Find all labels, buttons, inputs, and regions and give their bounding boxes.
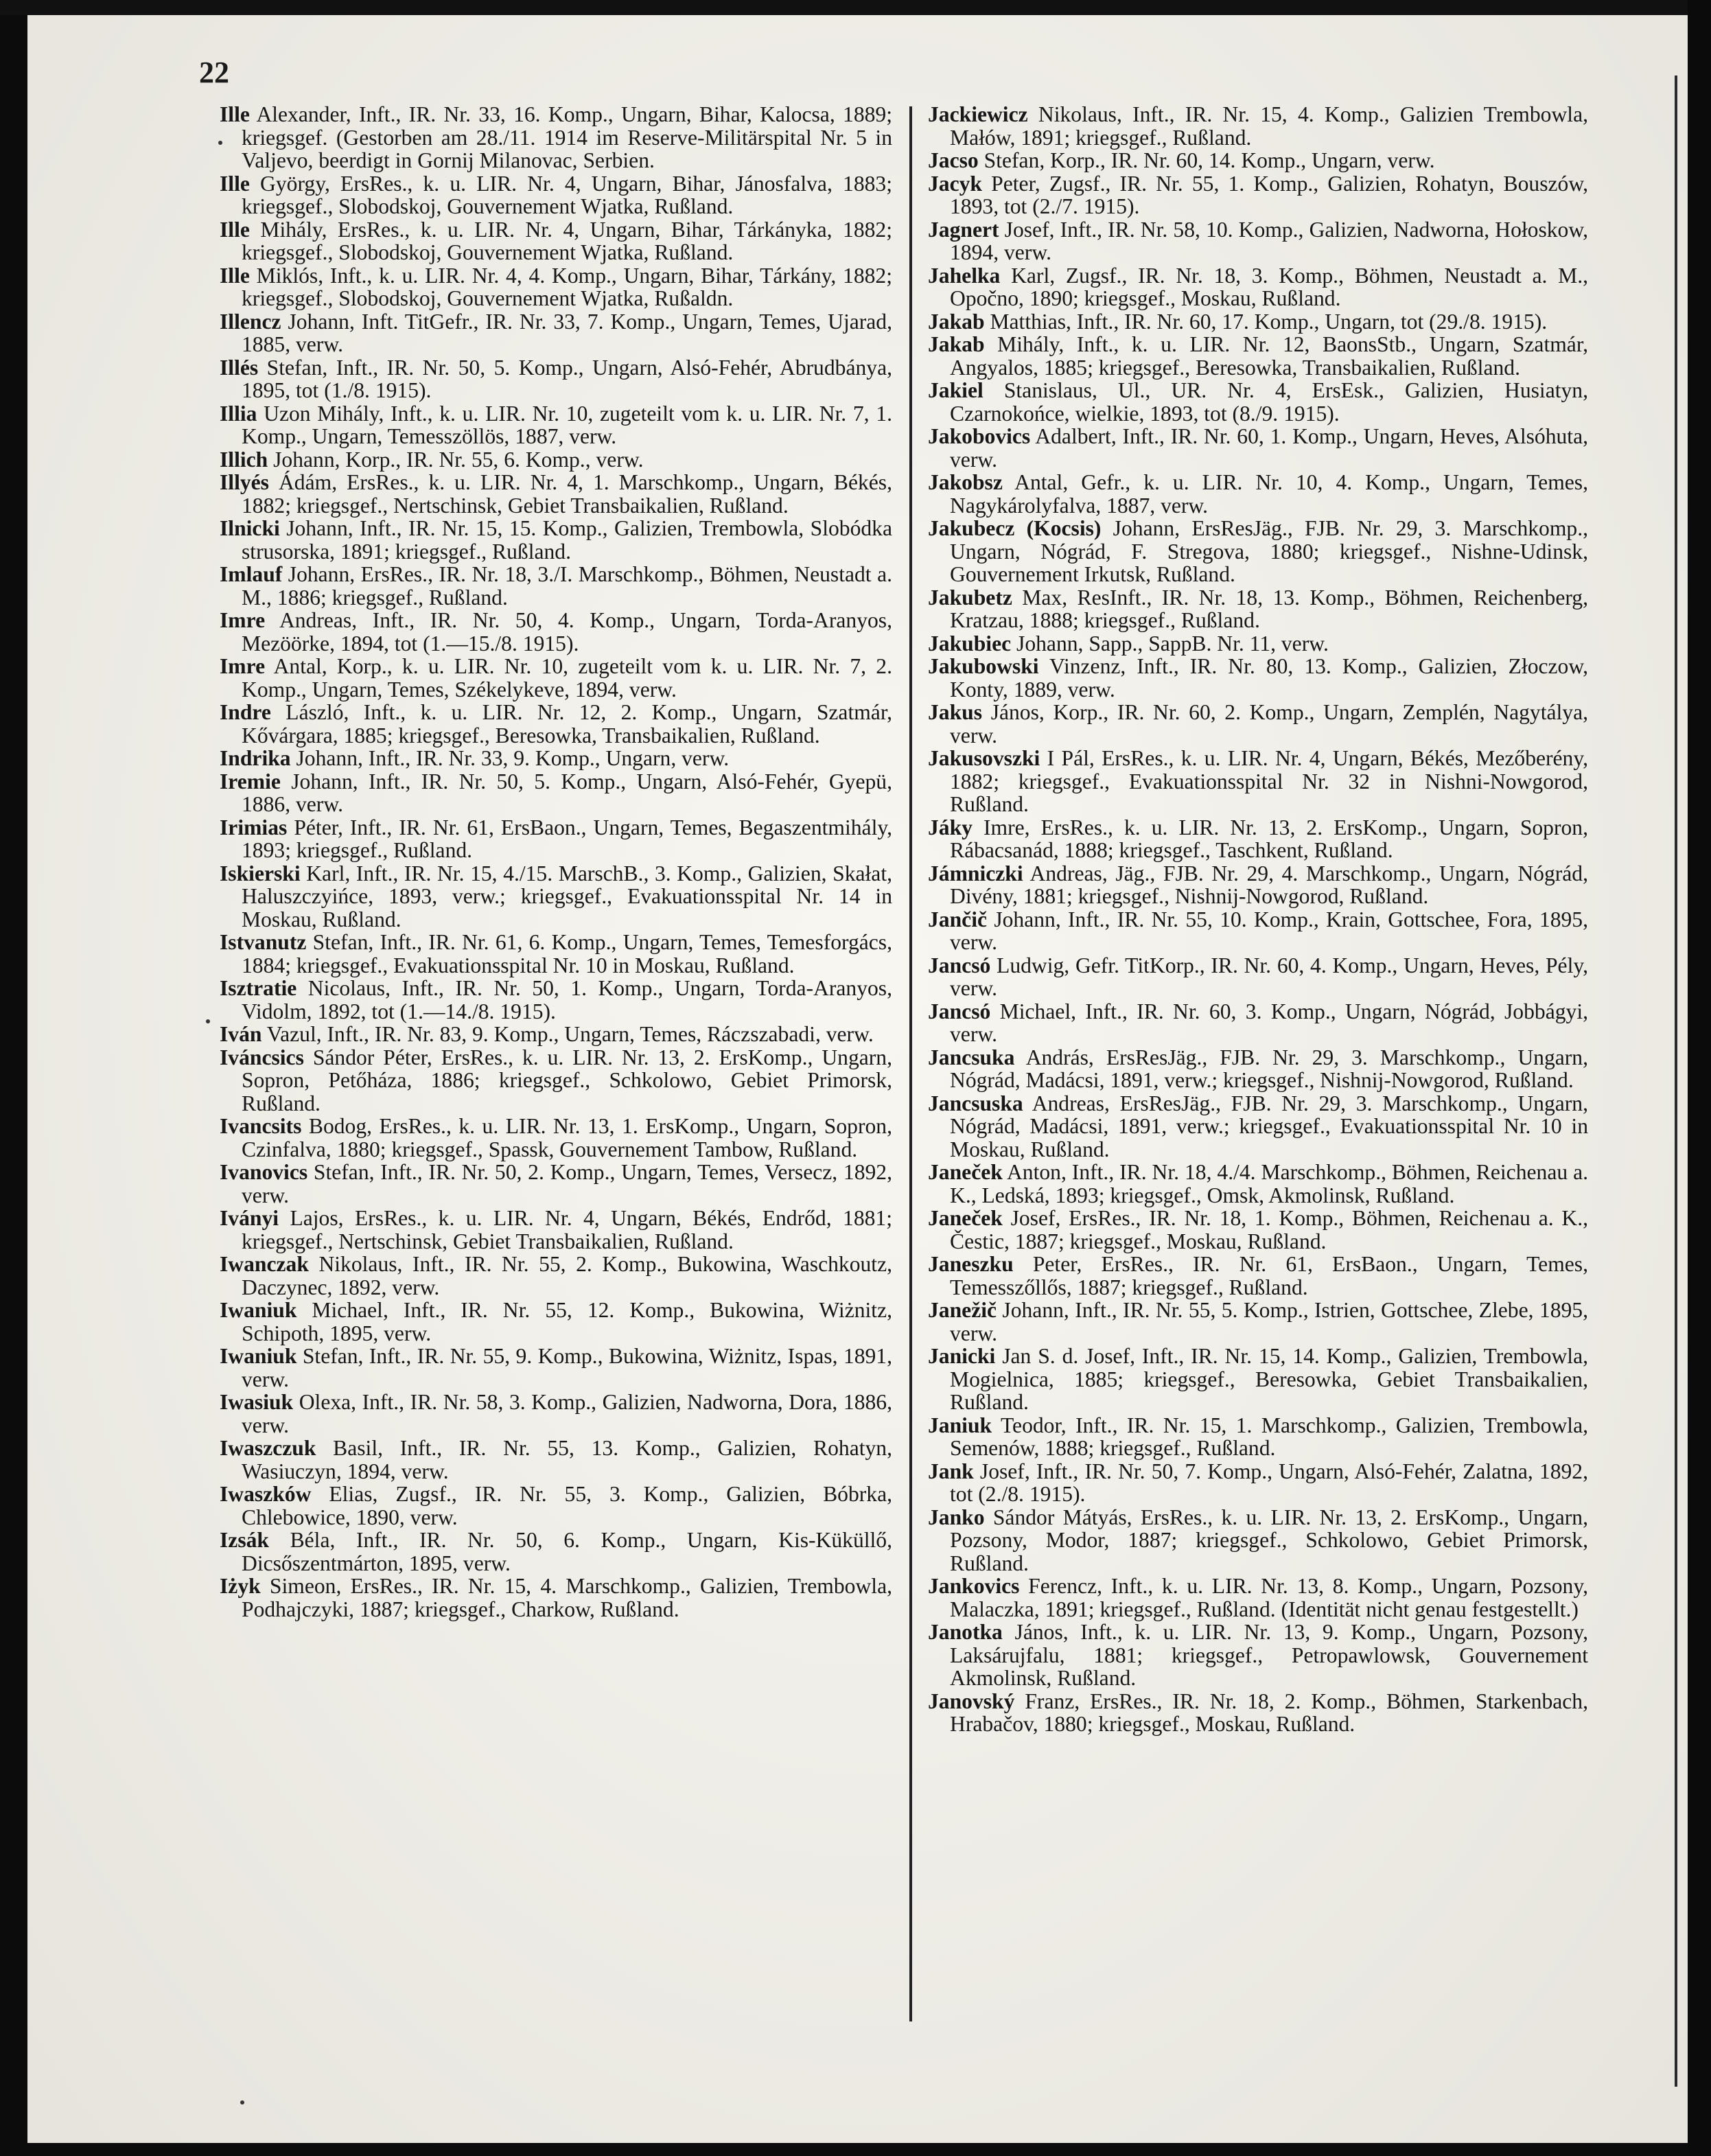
entry-details: Karl, Inft., IR. Nr. 15, 4./15. MarschB., 3. Komp., Galizien, Skałat, Haluszczyińce, 1893, verw.; kriegsgef., Evakuationsspital Nr. 14 in Moskau, Rußland. [242, 861, 892, 931]
scan-border-right [1688, 0, 1711, 2156]
register-entry [220, 1046, 892, 1115]
entry-details: Ludwig, Gefr. TitKorp., IR. Nr. 60, 4. Komp., Ungarn, Heves, Pély, verw. [950, 953, 1588, 1000]
register-entry [220, 747, 892, 770]
entry-details: Mihály, Inft., k. u. LIR. Nr. 12, BaonsStb., Ungarn, Szatmár, Angyalos, 1885; kriegsgef., Beresowka, Transbaikalien, Rußland. [950, 332, 1588, 380]
entry-surname: Istvanutz [220, 930, 307, 954]
entry-surname: Isztratie [220, 976, 297, 1000]
entry-details: Max, ResInft., IR. Nr. 18, 13. Komp., Böhmen, Reichenberg, Kratzau, 1888; kriegsgef., Rußland. [950, 585, 1588, 632]
column-divider [909, 106, 912, 2021]
register-entry [220, 1391, 892, 1437]
entry-surname: Izsák [220, 1528, 269, 1552]
entry-details: Imre, ErsRes., k. u. LIR. Nr. 13, 2. ErsKomp., Ungarn, Sopron, Rábacsanád, 1888; kriegsgef., Taschkent, Rußland. [950, 815, 1588, 862]
entry-details: Adalbert, Inft., IR. Nr. 60, 1. Komp., Ungarn, Heves, Alsóhuta, verw. [950, 424, 1588, 472]
entry-surname: Jank [928, 1459, 974, 1483]
entry-details: Johann, Inft., IR. Nr. 33, 9. Komp., Ungarn, verw. [290, 746, 730, 770]
entry-details: Lajos, ErsRes., k. u. LIR. Nr. 4, Ungarn, Békés, Endrőd, 1881; kriegsgef., Nertschinsk, Gebiet Transbaikalien, Rußland. [242, 1206, 892, 1253]
entry-surname: Janotka [928, 1620, 1003, 1644]
entry-surname: Iskierski [220, 861, 301, 885]
entry-surname: Jankovics [928, 1574, 1020, 1598]
entry-details: Andreas, ErsResJäg., FJB. Nr. 29, 3. Marschkomp., Ungarn, Nógrád, Madácsi, 1891, verw.; kriegsgef., Evakuationsspital Nr. 10 in Moskau, Rußland. [950, 1091, 1588, 1161]
register-entry [220, 655, 892, 701]
entry-surname: Iwanczak [220, 1252, 309, 1276]
entry-surname: Iwaszków [220, 1482, 312, 1506]
entry-details: Matthias, Inft., IR. Nr. 60, 17. Komp., Ungarn, tot (29./8. 1915). [984, 309, 1548, 334]
entry-details: Karl, Zugsf., IR. Nr. 18, 3. Komp., Böhmen, Neustadt a. M., Opočno, 1890; kriegsgef., Moskau, Rußland. [950, 263, 1588, 310]
register-entry [928, 1575, 1588, 1621]
ink-speck [206, 1019, 210, 1023]
register-entry [928, 1460, 1588, 1506]
entry-surname: Jacyk [928, 171, 982, 196]
register-entry [928, 1414, 1588, 1460]
register-entry [220, 172, 892, 218]
register-entry [220, 1115, 892, 1161]
register-entry [928, 103, 1588, 149]
register-entry [220, 471, 892, 517]
entry-details: Vinzenz, Inft., IR. Nr. 80, 13. Komp., Galizien, Złoczow, Konty, 1889, verw. [950, 654, 1588, 702]
entry-details: Johann, ErsRes., IR. Nr. 18, 3./I. Marschkomp., Böhmen, Neustadt a. M., 1886; kriegsgef., Rußland. [242, 562, 892, 610]
entry-surname: Indrika [220, 746, 291, 770]
entry-details: Olexa, Inft., IR. Nr. 58, 3. Komp., Galizien, Nadworna, Dora, 1886, verw. [242, 1390, 892, 1437]
entry-surname: Ille [220, 102, 250, 126]
entry-surname: Jakobsz [928, 470, 1003, 494]
register-entry [220, 862, 892, 931]
entry-surname: Jakubecz (Kocsis) [928, 516, 1102, 540]
entry-surname: Jakab [928, 332, 985, 356]
entry-surname: Janeček [928, 1160, 1003, 1184]
register-entry [928, 1161, 1588, 1207]
register-entry [220, 1161, 892, 1207]
register-entry [220, 563, 892, 609]
register-entry [928, 379, 1588, 425]
entry-details: Sándor Péter, ErsRes., k. u. LIR. Nr. 13, 2. ErsKomp., Ungarn, Sopron, Petőháza, 1886; kriegsgef., Schkolowo, Gebiet Primorsk, Rußland. [242, 1045, 892, 1115]
left-column [220, 103, 892, 1621]
register-entry [928, 1092, 1588, 1161]
entry-surname: Jámniczki [928, 861, 1023, 885]
register-entry [928, 310, 1588, 334]
register-entry [928, 747, 1588, 816]
entry-surname: Jackiewicz [928, 102, 1028, 126]
entry-details: László, Inft., k. u. LIR. Nr. 12, 2. Komp., Ungarn, Szatmár, Kővárgara, 1885; kriegsgef., Beresowka, Transbaikalien, Rußland. [242, 700, 892, 747]
entry-surname: Jančič [928, 907, 987, 931]
entry-surname: Iván [220, 1022, 262, 1046]
entry-details: János, Korp., IR. Nr. 60, 2. Komp., Ungarn, Zemplén, Nagytálya, verw. [950, 700, 1588, 747]
entry-details: I Pál, ErsRes., k. u. LIR. Nr. 4, Ungarn, Békés, Mezőberény, 1882; kriegsgef., Evakuationsspital Nr. 32 in Nishni-Nowgorod, Rußland. [950, 746, 1588, 816]
register-entry [928, 149, 1588, 172]
register-entry [220, 448, 892, 472]
entry-surname: Iványi [220, 1206, 279, 1230]
register-entry [928, 701, 1588, 747]
entry-details: Stanislaus, Ul., UR. Nr. 4, ErsEsk., Galizien, Husiatyn, Czarnokońce, wielkie, 1893, tot (8./9. 1915). [950, 378, 1588, 426]
entry-details: Peter, Zugsf., IR. Nr. 55, 1. Komp., Galizien, Rohatyn, Bouszów, 1893, tot (2./7. 1915). [950, 171, 1588, 218]
entry-details: Teodor, Inft., IR. Nr. 15, 1. Marschkomp., Galizien, Trembowla, Semenów, 1888; kriegsgef., Rußland. [950, 1413, 1588, 1460]
entry-details: András, ErsResJäg., FJB. Nr. 29, 3. Marschkomp., Ungarn, Nógrád, Madácsi, 1891, verw.; kriegsgef., Nishnij-Nowgorod, Rußland. [950, 1045, 1588, 1092]
register-entry [928, 586, 1588, 632]
register-entry [928, 1000, 1588, 1046]
register-entry [928, 172, 1588, 218]
entry-details: Mihály, ErsRes., k. u. LIR. Nr. 4, Ungarn, Bihar, Tárkányka, 1882; kriegsgef., Slobodskoj, Gouvernement Wjatka, Rußland. [242, 217, 892, 264]
register-entry [220, 264, 892, 310]
register-entry [928, 1621, 1588, 1690]
entry-surname: Iwasiuk [220, 1390, 294, 1414]
entry-details: Vazul, Inft., IR. Nr. 83, 9. Komp., Ungarn, Temes, Ráczszabadi, verw. [261, 1022, 874, 1046]
page-number: 22 [199, 56, 229, 89]
register-entry [220, 1345, 892, 1391]
register-entry [220, 977, 892, 1023]
register-entry [220, 931, 892, 977]
entry-surname: Jakus [928, 700, 983, 724]
entry-details: Josef, Inft., IR. Nr. 58, 10. Komp., Galizien, Nadworna, Hołoskow, 1894, verw. [950, 217, 1588, 264]
entry-surname: Jagnert [928, 217, 999, 242]
entry-details: Josef, Inft., IR. Nr. 50, 7. Komp., Ungarn, Alsó-Fehér, Zalatna, 1892, tot (2./8. 1915). [950, 1459, 1588, 1506]
entry-surname: Iwaniuk [220, 1344, 297, 1368]
register-entry [928, 1207, 1588, 1253]
entry-surname: Jancsó [928, 999, 991, 1023]
entry-surname: Iwaniuk [220, 1298, 297, 1322]
entry-details: János, Inft., k. u. LIR. Nr. 13, 9. Komp., Ungarn, Pozsony, Laksárujfalu, 1881; kriegsgef., Petropawlowsk, Gouvernement Akmolinsk, Rußland. [950, 1620, 1588, 1690]
entry-surname: Ivanovics [220, 1160, 308, 1184]
entry-surname: Ille [220, 263, 250, 288]
entry-details: Peter, ErsRes., IR. Nr. 61, ErsBaon., Ungarn, Temes, Temesszőllős, 1887; kriegsgef., Rußland. [950, 1252, 1588, 1299]
register-entry [928, 471, 1588, 517]
entry-surname: Jancsuka [928, 1045, 1015, 1069]
register-entry [220, 356, 892, 402]
register-entry [220, 1529, 892, 1575]
entry-surname: Illencz [220, 309, 281, 334]
entry-surname: Imre [220, 608, 266, 632]
register-entry [220, 1437, 892, 1483]
entry-surname: Imlauf [220, 562, 283, 586]
entry-details: Sándor Mátyás, ErsRes., k. u. LIR. Nr. 13, 2. ErsKomp., Ungarn, Pozsony, Modor, 1887; kriegsgef., Schkolowo, Gebiet Primorsk, Rußland. [950, 1505, 1588, 1575]
register-entry [928, 816, 1588, 862]
entry-details: Michael, Inft., IR. Nr. 60, 3. Komp., Ungarn, Nógrád, Jobbágyi, verw. [950, 999, 1588, 1046]
register-entry [220, 816, 892, 862]
entry-surname: Ivancsits [220, 1114, 302, 1138]
register-entry [220, 701, 892, 747]
entry-details: Johann, Sapp., SappB. Nr. 11, verw. [1011, 631, 1329, 656]
register-entry [928, 1046, 1588, 1092]
entry-surname: Jancsó [928, 953, 991, 977]
entry-details: Simeon, ErsRes., IR. Nr. 15, 4. Marschkomp., Galizien, Trembowla, Podhajczyki, 1887; kriegsgef., Charkow, Rußland. [242, 1574, 892, 1621]
entry-surname: Jakubowski [928, 654, 1039, 678]
entry-details: Stefan, Korp., IR. Nr. 60, 14. Komp., Ungarn, verw. [978, 148, 1435, 172]
scan-border-top [0, 0, 1711, 15]
register-entry [928, 862, 1588, 908]
entry-details: Nikolaus, Inft., IR. Nr. 55, 2. Komp., Bukowina, Waschkoutz, Daczynec, 1892, verw. [242, 1252, 892, 1299]
entry-surname: Janeszku [928, 1252, 1014, 1276]
entry-surname: Janko [928, 1505, 985, 1529]
entry-surname: Janicki [928, 1344, 996, 1368]
register-entry [928, 517, 1588, 586]
register-entry [220, 517, 892, 563]
entry-surname: Indre [220, 700, 271, 724]
entry-details: Josef, ErsRes., IR. Nr. 18, 1. Komp., Böhmen, Reichenau a. K., Čestic, 1887; kriegsgef., Moskau, Rußland. [950, 1206, 1588, 1253]
register-entry [928, 954, 1588, 1000]
entry-details: Stefan, Inft., IR. Nr. 50, 2. Komp., Ungarn, Temes, Versecz, 1892, verw. [242, 1160, 892, 1207]
entry-details: Nikolaus, Inft., IR. Nr. 15, 4. Komp., Galizien Trembowla, Małów, 1891; kriegsgef., Rußland. [950, 102, 1588, 150]
register-entry [220, 218, 892, 264]
entry-surname: Iwaszczuk [220, 1436, 316, 1460]
entry-surname: Ille [220, 171, 250, 196]
entry-surname: Illia [220, 401, 257, 426]
entry-surname: Iváncsics [220, 1045, 304, 1069]
entry-surname: Jakobovics [928, 424, 1031, 448]
entry-details: Bodog, ErsRes., k. u. LIR. Nr. 13, 1. ErsKomp., Ungarn, Sopron, Czinfalva, 1880; kriegsgef., Spassk, Gouvernement Tambow, Rußland. [242, 1114, 892, 1161]
entry-details: Stefan, Inft., IR. Nr. 55, 9. Komp., Bukowina, Wiżnitz, Ispas, 1891, verw. [242, 1344, 892, 1391]
entry-details: Alexander, Inft., IR. Nr. 33, 16. Komp., Ungarn, Bihar, Kalocsa, 1889; kriegsgef. (Gestorben am 28./11. 1914 im Reserve-Militärspital Nr. 5 in Valjevo, beerdigt in Gornij Milanovac, Serbien. [242, 102, 892, 172]
entry-surname: Iżyk [220, 1574, 261, 1598]
entry-details: Johann, Inft., IR. Nr. 55, 5. Komp., Istrien, Gottschee, Zlebe, 1895, verw. [950, 1298, 1588, 1345]
entry-surname: Irimias [220, 815, 288, 839]
entry-details: Johann, ErsResJäg., FJB. Nr. 29, 3. Marschkomp., Ungarn, Nógrád, F. Stregova, 1880; kriegsgef., Nishne-Udinsk, Gouvernement Irkutsk, Rußland. [950, 516, 1589, 586]
entry-surname: Ilnicki [220, 516, 280, 540]
register-entry [220, 1253, 892, 1299]
register-entry [928, 1506, 1588, 1575]
entry-details: Johann, Inft., IR. Nr. 15, 15. Komp., Galizien, Trembowla, Slobódka strusorska, 1891; kriegsgef., Rußland. [242, 516, 892, 564]
entry-details: György, ErsRes., k. u. LIR. Nr. 4, Ungarn, Bihar, Jánosfalva, 1883; kriegsgef., Slobodskoj, Gouvernement Wjatka, Rußland. [242, 171, 892, 218]
entry-details: Basil, Inft., IR. Nr. 55, 13. Komp., Galizien, Rohatyn, Wasiuczyn, 1894, verw. [242, 1436, 892, 1483]
register-entry [928, 264, 1588, 310]
entry-surname: Jakubiec [928, 631, 1012, 656]
entry-details: Ferencz, Inft., k. u. LIR. Nr. 13, 8. Komp., Ungarn, Pozsony, Malaczka, 1891; kriegsgef., Rußland. (Identität nicht genau festgestellt.) [950, 1574, 1588, 1621]
register-entry [220, 770, 892, 816]
entry-surname: Janežič [928, 1298, 997, 1322]
entry-surname: Jakusovszki [928, 746, 1040, 770]
entry-details: Péter, Inft., IR. Nr. 61, ErsBaon., Ungarn, Temes, Begaszentmihály, 1893; kriegsgef., Rußland. [242, 815, 892, 862]
entry-surname: Illés [220, 355, 259, 380]
entry-details: Elias, Zugsf., IR. Nr. 55, 3. Komp., Galizien, Bóbrka, Chlebowice, 1890, verw. [242, 1482, 892, 1529]
register-entry [220, 103, 892, 172]
entry-details: Anton, Inft., IR. Nr. 18, 4./4. Marschkomp., Böhmen, Reichenau a. K., Ledská, 1893; kriegsgef., Omsk, Akmolinsk, Rußland. [950, 1160, 1588, 1207]
entry-details: Miklós, Inft., k. u. LIR. Nr. 4, 4. Komp., Ungarn, Bihar, Tárkány, 1882; kriegsgef., Slobodskoj, Gouvernement Wjatka, Rußaldn. [242, 263, 892, 310]
right-column [928, 103, 1588, 1736]
entry-surname: Jacso [928, 148, 979, 172]
entry-details: Antal, Korp., k. u. LIR. Nr. 10, zugeteilt vom k. u. LIR. Nr. 7, 2. Komp., Ungarn, Temes, Székelykeve, 1894, verw. [242, 654, 892, 702]
register-entry [220, 1299, 892, 1345]
register-entry [928, 333, 1588, 379]
register-entry [220, 1575, 892, 1621]
entry-surname: Janiuk [928, 1413, 992, 1437]
entry-details: Franz, ErsRes., IR. Nr. 18, 2. Komp., Böhmen, Starkenbach, Hrabačov, 1880; kriegsgef., Moskau, Rußland. [950, 1689, 1588, 1736]
entry-details: Johann, Korp., IR. Nr. 55, 6. Komp., verw. [268, 447, 644, 472]
entry-surname: Jahelka [928, 263, 1001, 288]
entry-details: Jan S. d. Josef, Inft., IR. Nr. 15, 14. Komp., Galizien, Trembowla, Mogielnica, 1885; kriegsgef., Beresowka, Gebiet Transbaikalien, Rußland. [950, 1344, 1588, 1414]
entry-details: Andreas, Inft., IR. Nr. 50, 4. Komp., Ungarn, Torda-Aranyos, Mezöörke, 1894, tot (1.—15./8. 1915). [242, 608, 892, 656]
entry-surname: Janeček [928, 1206, 1003, 1230]
entry-surname: Jakubetz [928, 585, 1012, 610]
ink-speck [240, 2100, 244, 2105]
entry-details: Antal, Gefr., k. u. LIR. Nr. 10, 4. Komp., Ungarn, Temes, Nagykárolyfalva, 1887, verw. [950, 470, 1588, 518]
register-entry [928, 1345, 1588, 1414]
entry-surname: Imre [220, 654, 266, 678]
entry-surname: Jakab [928, 309, 985, 334]
entry-details: Johann, Inft., IR. Nr. 50, 5. Komp., Ungarn, Alsó-Fehér, Gyepü, 1886, verw. [242, 769, 892, 816]
register-entry [928, 1253, 1588, 1299]
entry-details: Uzon Mihály, Inft., k. u. LIR. Nr. 10, zugeteilt vom k. u. LIR. Nr. 7, 1. Komp., Ungarn, Temesszöllös, 1887, verw. [242, 401, 892, 448]
entry-details: Stefan, Inft., IR. Nr. 50, 5. Komp., Ungarn, Alsó-Fehér, Abrudbánya, 1895, tot (1./8. 1915). [242, 355, 892, 402]
register-entry [220, 1483, 892, 1529]
register-entry [928, 908, 1588, 954]
entry-surname: Jancsuska [928, 1091, 1023, 1115]
entry-surname: Illich [220, 447, 268, 472]
entry-surname: Illyés [220, 470, 269, 494]
register-entry [928, 655, 1588, 701]
entry-surname: Jáky [928, 815, 973, 839]
entry-details: Ádám, ErsRes., k. u. LIR. Nr. 4, 1. Marschkomp., Ungarn, Békés, 1882; kriegsgef., Nertschinsk, Gebiet Transbaikalien, Rußland. [242, 470, 892, 518]
register-entry [220, 402, 892, 448]
register-entry [928, 632, 1588, 656]
register-entry [928, 1690, 1588, 1736]
entry-surname: Janovský [928, 1689, 1015, 1713]
entry-surname: Jakiel [928, 378, 983, 402]
register-entry [928, 1299, 1588, 1345]
entry-surname: Iremie [220, 769, 281, 793]
register-entry [928, 425, 1588, 471]
register-entry [220, 609, 892, 655]
entry-details: Nicolaus, Inft., IR. Nr. 50, 1. Komp., Ungarn, Torda-Aranyos, Vidolm, 1892, tot (1.—14./8. 1915). [242, 976, 892, 1023]
entry-surname: Ille [220, 217, 250, 242]
entry-details: Johann, Inft., IR. Nr. 55, 10. Komp., Krain, Gottschee, Fora, 1895, verw. [950, 907, 1588, 954]
entry-details: Johann, Inft. TitGefr., IR. Nr. 33, 7. Komp., Ungarn, Temes, Ujarad, 1885, verw. [242, 309, 892, 356]
entry-details: Michael, Inft., IR. Nr. 55, 12. Komp., Bukowina, Wiżnitz, Schipoth, 1895, verw. [242, 1298, 892, 1345]
entry-details: Béla, Inft., IR. Nr. 50, 6. Komp., Ungarn, Kis-Küküllő, Dicsőszentmárton, 1895, verw. [242, 1528, 892, 1575]
scan-edge-line [1675, 76, 1677, 2087]
register-entry [220, 310, 892, 356]
entry-details: Andreas, Jäg., FJB. Nr. 29, 4. Marschkomp., Ungarn, Nógrád, Divény, 1881; kriegsgef., Nishnij-Nowgorod, Rußland. [950, 861, 1588, 908]
register-entry [220, 1207, 892, 1253]
register-entry [928, 218, 1588, 264]
register-entry [220, 1023, 892, 1046]
entry-details: Stefan, Inft., IR. Nr. 61, 6. Komp., Ungarn, Temes, Temesforgács, 1884; kriegsgef., Evakuationsspital Nr. 10 in Moskau, Rußland. [242, 930, 892, 977]
